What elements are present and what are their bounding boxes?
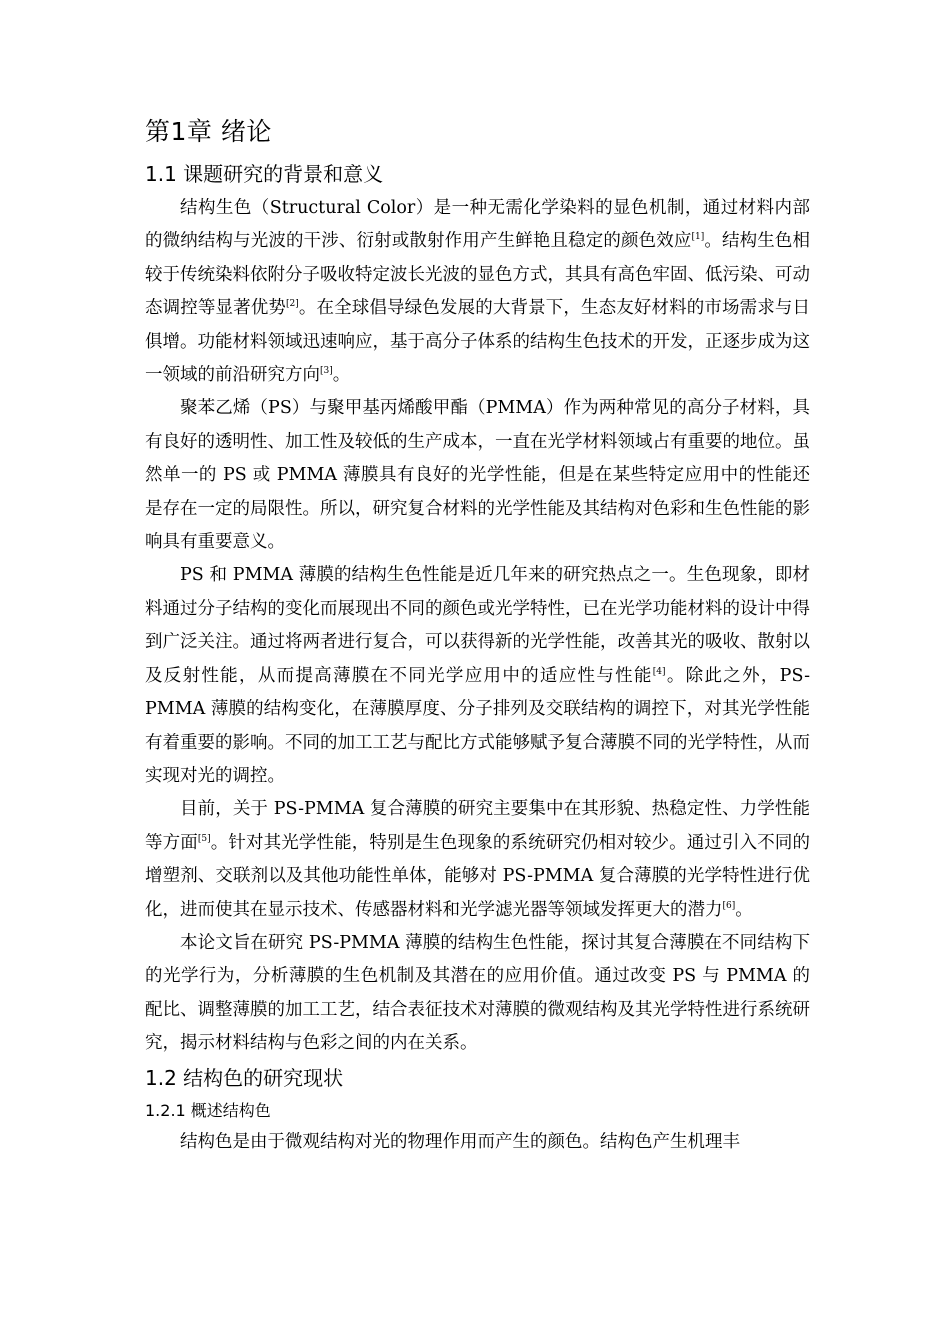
subsection-1-2-1-title: 1.2.1 概述结构色 bbox=[145, 1100, 271, 1120]
document-page bbox=[145, 112, 810, 1159]
paragraph-1-text-a: 结构生色（Structural Color）是一种无需化学染料的显色机制，通过材料内部的微纳结构与光波的干涉、衍射或散射作用产生鲜艳且稳定的颜色效应 bbox=[145, 198, 810, 252]
paragraph-4-text-c: 。 bbox=[735, 899, 753, 920]
citation-6: [6] bbox=[722, 900, 736, 911]
paragraph-5 bbox=[145, 927, 810, 1061]
paragraph-4-text-a: 目前，关于 PS-PMMA 复合薄膜的研究主要集中在其形貌、热稳定性、力学性能等方面 bbox=[145, 799, 810, 853]
paragraph-2-text: 聚苯乙烯（PS）与聚甲基丙烯酸甲酯（PMMA）作为两种常见的高分子材料，具有良好的透明性、加工性及较低的生产成本，一直在光学材料领域占有重要的地位。虽然单一的 PS 或 PMMA 薄膜具有良好的光学性能，但是在某些特定应用中的性能还是存在一定的局限性。所以，研究复合材料的光学性能及其结构对色彩和生色性能的影响具有重要意义。 bbox=[145, 398, 810, 553]
citation-3: [3] bbox=[320, 366, 333, 377]
paragraph-2 bbox=[145, 392, 810, 559]
paragraph-6 bbox=[145, 1126, 810, 1159]
paragraph-6-text: 结构色是由于微观结构对光的物理作用而产生的颜色。结构色产生机理丰 bbox=[180, 1131, 740, 1152]
paragraph-4-text-b: 。针对其光学性能，特别是生色现象的系统研究仍相对较少。通过引入不同的增塑剂、交联剂以及其他功能性单体，能够对 PS-PMMA 复合薄膜的光学特性进行优化，进而使其在显示技术、传感器材料和光学滤光器等领域发挥更大的潜力 bbox=[145, 832, 811, 920]
paragraph-1-text-d: 。 bbox=[332, 365, 351, 386]
citation-2: [2] bbox=[286, 299, 299, 310]
paragraph-4 bbox=[145, 793, 810, 927]
paragraph-3-text-a: PS 和 PMMA 薄膜的结构生色性能是近几年来的研究热点之一。生色现象，即材料通过分子结构的变化而展现出不同的颜色或光学特性，已在光学功能材料的设计中得到广泛关注。通过将两者进行复合，可以获得新的光学性能，改善其光的吸收、散射以及反射性能，从而提高薄膜在不同光学应用中的适应性与性能 bbox=[145, 565, 810, 686]
paragraph-3-text-b: 。除此之外，PS-PMMA 薄膜的结构变化，在薄膜厚度、分子排列及交联结构的调控下，对其光学性能有着重要的影响。不同的加工工艺与配比方式能够赋予复合薄膜不同的光学特性，从而实现对光的调控。 bbox=[145, 665, 810, 786]
section-1-1-title: 1.1 课题研究的背景和意义 bbox=[145, 162, 384, 186]
citation-4: [4] bbox=[652, 666, 666, 677]
citation-1: [1] bbox=[691, 232, 705, 243]
citation-5: [5] bbox=[197, 833, 211, 844]
paragraph-5-text: 本论文旨在研究 PS-PMMA 薄膜的结构生色性能，探讨其复合薄膜在不同结构下的光学行为，分析薄膜的生色机制及其潜在的应用价值。通过改变 PS 与 PMMA 的配比、调整薄膜的加工工艺，结合表征技术对薄膜的微观结构及其光学特性进行系统研究，揭示材料结构与色彩之间的内在关系。 bbox=[145, 932, 810, 1054]
paragraph-1 bbox=[145, 192, 810, 392]
paragraph-3 bbox=[145, 559, 810, 793]
paragraph-1-text-c: 。在全球倡导绿色发展的大背景下，生态友好材料的市场需求与日俱增。功能材料领域迅速响应，基于高分子体系的结构生色技术的开发，正逐步成为这一领域的前沿研究方向 bbox=[145, 298, 811, 386]
section-1-2-title: 1.2 结构色的研究现状 bbox=[145, 1065, 344, 1090]
chapter-title: 第1章 绪论 bbox=[145, 117, 272, 146]
paragraph-1-text-b: 。结构生色相较于传统染料依附分子吸收特定波长光波的显色方式，其具有高色牢固、低污染、可动态调控等显著优势 bbox=[145, 231, 811, 319]
